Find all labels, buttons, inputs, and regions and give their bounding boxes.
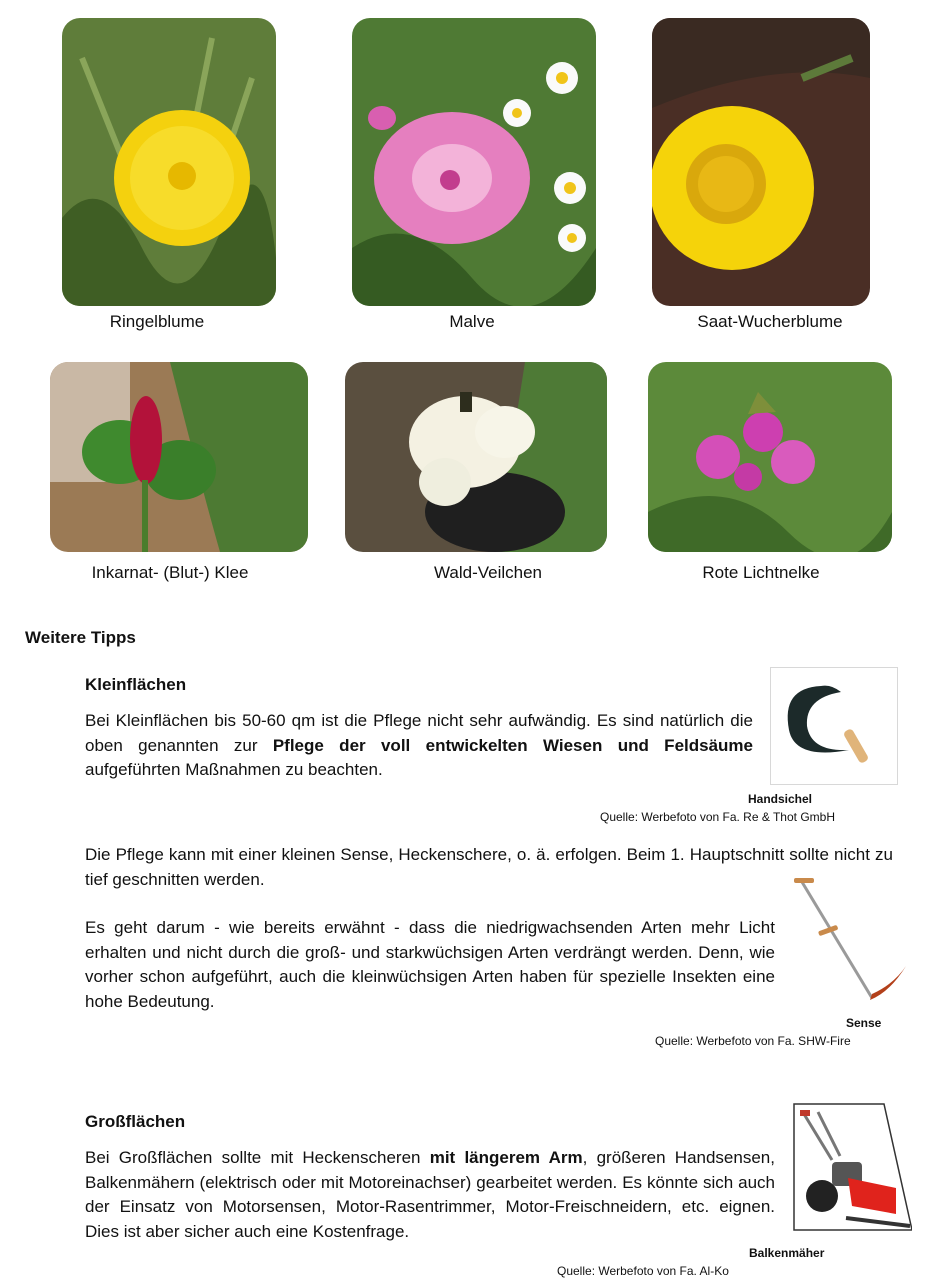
balkenmaeher-source: Quelle: Werbefoto von Fa. Al-Ko: [557, 1264, 729, 1278]
photo-inkarnat-klee: [50, 362, 308, 552]
kleinflaechen-paragraph-1: [85, 709, 753, 783]
kleinflaechen-paragraph-3: [85, 916, 775, 1014]
caption-inkarnat-klee: Inkarnat- (Blut-) Klee: [91, 563, 249, 582]
grossflaechen-p1-text-c: , größeren Handsensen, Balkenmähern (elektrisch oder mit Motoreinachser) gearbeitet werden. Es könnte sich auch der Einsatz von Motorsensen, Motor-Rasentrimmer, Motor-Freischneidern, etc. eignen. Dies ist aber sicher auch eine Kostenfrage.: [85, 1148, 775, 1241]
sickle-blade-icon: [788, 686, 849, 753]
caption-malve: Malve: [449, 312, 495, 331]
grossflaechen-p1-bold: mit längerem Arm: [429, 1148, 583, 1167]
handsichel-source: Quelle: Werbefoto von Fa. Re & Thot GmbH: [600, 810, 835, 824]
caption-wald-veilchen: Wald-Veilchen: [433, 563, 543, 582]
section-title: Weitere Tipps: [25, 628, 136, 647]
sense-label: Sense: [846, 1016, 882, 1030]
scythe-blade-icon: [870, 966, 906, 1000]
kleinflaechen-p1-bold: Pflege der voll entwickelten Wiesen und Feldsäume: [272, 735, 753, 755]
photo-ringelblume: [62, 18, 276, 306]
kleinflaechen-p3-text: Es geht darum - wie bereits erwähnt - dass die niedrigwachsenden Arten mehr Licht erhalten und nicht durch die groß- und starkwüchsigen Arten verdrängt werden. Denn, wie vorher schon aufgeführt, auch die kleinwüchsigen Arten haben für spezielle Insekten eine hohe Bedeutung.: [85, 918, 775, 1011]
kleinflaechen-paragraph-2: [85, 843, 893, 892]
grossflaechen-title: Großflächen: [85, 1112, 186, 1131]
handsichel-image: [770, 667, 898, 785]
kleinflaechen-p2-text: Die Pflege kann mit einer kleinen Sense, Heckenschere, o. ä. erfolgen. Beim 1. Hauptschnitt sollte nicht zu tief geschnitten werden.: [85, 845, 893, 889]
caption-saat-wucherblume: Saat-Wucherblume: [697, 312, 843, 331]
sense-source: Quelle: Werbefoto von Fa. SHW-Fire: [655, 1034, 851, 1048]
kleinflaechen-p1-text-a: Bei Kleinflächen bis 50-60 qm ist die Pflege nicht sehr aufwändig. Es sind natürlich die oben genannten zur: [85, 711, 753, 755]
kleinflaechen-p1-text-c: aufgeführten Maßnahmen zu beachten.: [85, 760, 383, 779]
photo-rote-lichtnelke: [648, 362, 892, 552]
handsichel-label: Handsichel: [748, 792, 813, 806]
photo-saat-wucherblume: [652, 18, 870, 306]
photo-malve: [352, 18, 596, 306]
sense-image: [790, 874, 908, 1006]
kleinflaechen-title: Kleinflächen: [85, 675, 187, 694]
caption-ringelblume: Ringelblume: [109, 312, 205, 331]
grossflaechen-paragraph-1: [85, 1146, 775, 1244]
balkenmaeher-image: [792, 1102, 912, 1232]
grossflaechen-p1-text-a: Bei Großflächen sollte mit Heckenscheren: [85, 1148, 430, 1167]
photo-wald-veilchen: [345, 362, 607, 552]
balkenmaeher-label: Balkenmäher: [749, 1246, 825, 1260]
caption-rote-lichtnelke: Rote Lichtnelke: [702, 563, 820, 582]
